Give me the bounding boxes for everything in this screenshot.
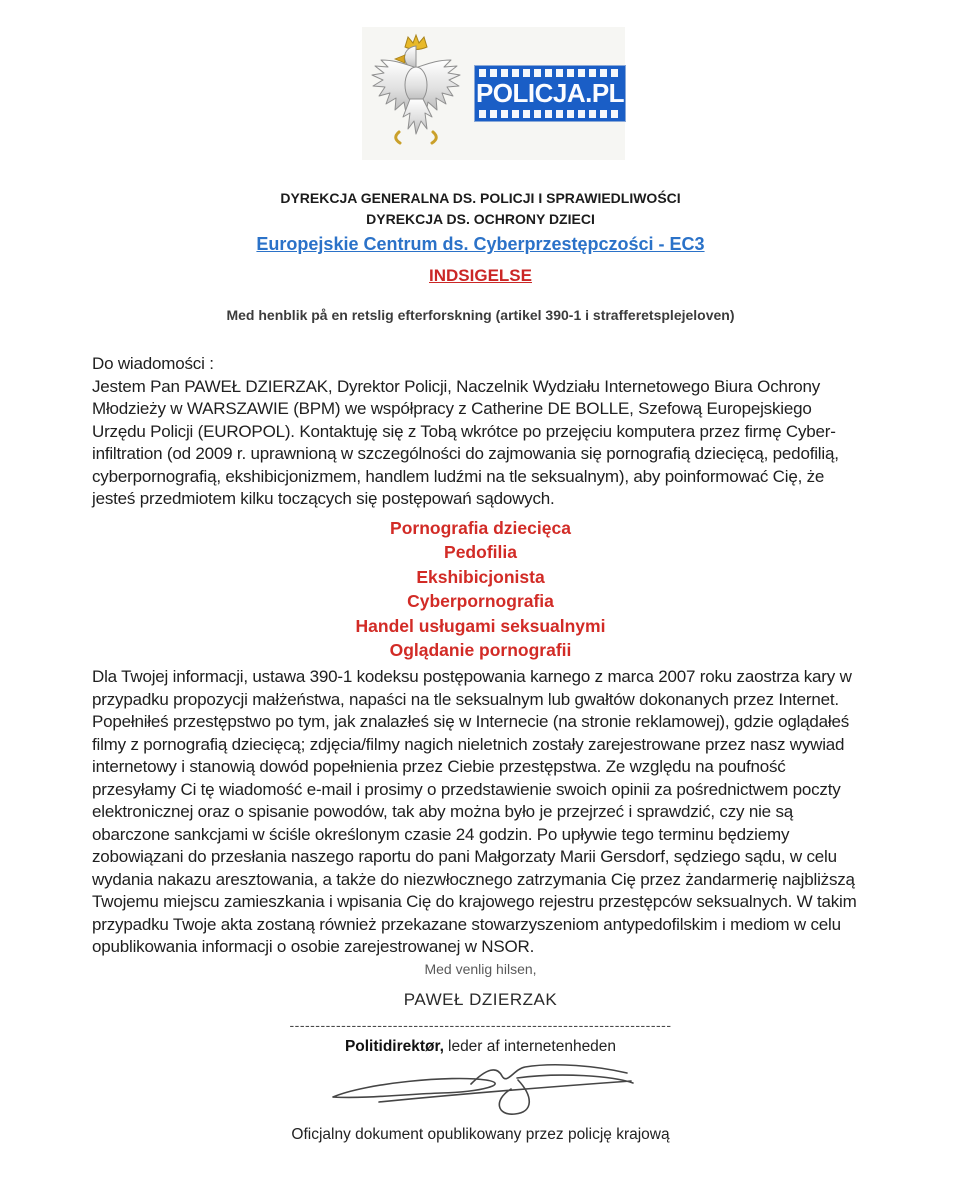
charge-item: Handel usługami seksualnymi [355, 615, 606, 636]
charge-item: Pedofilia [444, 542, 517, 563]
signatory-name: PAWEŁ DZIERZAK [403, 989, 558, 1009]
salutation: Do wiadomości : [92, 354, 214, 373]
charge-item: Cyberpornografia [407, 591, 554, 612]
charge-item: Oglądanie pornografii [389, 640, 572, 661]
ec3-link[interactable]: Europejskie Centrum ds. Cyberprzestępczości - EC3 [256, 234, 705, 254]
filmstrip-perforation-top-icon [479, 69, 621, 77]
charge-item: Ekshibicjonista [416, 566, 545, 587]
paragraph-intro: Jestem Pan PAWEŁ DZIERZAK, Dyrektor Policji, Naczelnik Wydziału Internetowego Biura Ochrony Młodzieży w WARSZAWIE (BPM) we współpracy z Catherine DE BOLLE, Szefową Europejskiego Urzędu Policji (EUROPOL). Kontaktuję się z Tobą wkrótce po przejęciu komputera przez firmę Cyber-infiltration (od 2009 r. uprawnioną w szczególności do zajmowania się pornografią dziecięcą, pedofilią, cyberpornografią, ekshibicjonizmem, handlem ludźmi na tle seksualnym), aby poinformować Cię, że jesteś przedmiotem kilku toczących się postępowań sądowych. [92, 376, 839, 508]
header-line2: DYREKCJA DS. OCHRONY DZIECI [366, 211, 595, 227]
closing-salutation: Med venlig hilsen, [424, 960, 537, 977]
policja-badge [474, 65, 626, 122]
signatory-title [0, 1038, 961, 1056]
header-line1: DYREKCJA GENERALNA DS. POLICJI I SPRAWIEDLIWOŚCI [280, 190, 681, 206]
signatory-title-bold: Politidirektør, [344, 1037, 444, 1055]
dashed-separator: -------------------------------------------------------------------------- [289, 1016, 672, 1033]
polish-eagle-icon [368, 33, 464, 155]
charges-list [0, 516, 961, 664]
policja-logo [362, 27, 625, 160]
stamp-indsigelse: INDSIGELSE [429, 266, 532, 285]
signature-icon [321, 1056, 641, 1118]
policja-badge-text: POLICJA.PL [475, 78, 625, 108]
charge-item: Pornografia dziecięca [390, 517, 571, 538]
signatory-title-rest: leder af internetenheden [448, 1037, 617, 1055]
paragraph-legal: Dla Twojej informacji, ustawa 390-1 kodeksu postępowania karnego z marca 2007 roku zaostrza kary w przypadku propozycji małżeństwa, napaści na tle seksualnym lub gwałtów dokonanych przez Internet. Popełniłeś przestępstwo po tym, jak znalazłeś się w Internecie (na stronie reklamowej), gdzie oglądałeś filmy z pornografią dziecięcą; zdjęcia/filmy nagich nieletnich zostały zarejestrowane przez nasz wywiad internetowy i stanowią dowód popełnienia przez Ciebie przestępstwa. Ze względu na poufność przesyłamy Ci tę wiadomość e-mail i prosimy o przedstawienie swoich opinii za pośrednictwem poczty elektronicznej oraz o spisanie powodów, tak aby można było je przejrzeć i sprawdzić, czy nie są obarczone sankcjami w ściśle określonym czasie 24 godzin. Po upływie tego terminu będziemy zobowiązani do przesłania naszego raportu do pani Małgorzaty Marii Gersdorf, sędziego sądu, w celu wydania nakazu aresztowania, a także do niezwłocznego zatrzymania Cię przez żandarmerię najbliższą Twojemu miejscu zamieszkania i wpisania Cię do krajowego rejestru przestępców seksualnych. W takim przypadku Twoje akta zostaną również przekazane stowarzyszeniom antypedofilskim i mediom w celu opublikowania informacji o osobie zarejestrowanej w NSOR. [92, 667, 857, 957]
footer-note: Oficjalny dokument opublikowany przez policję krajową [291, 1125, 670, 1143]
subject-line: Med henblik på en retslig efterforskning (artikel 390-1 i strafferetsplejeloven) [226, 307, 735, 323]
filmstrip-perforation-bottom-icon [479, 110, 621, 118]
